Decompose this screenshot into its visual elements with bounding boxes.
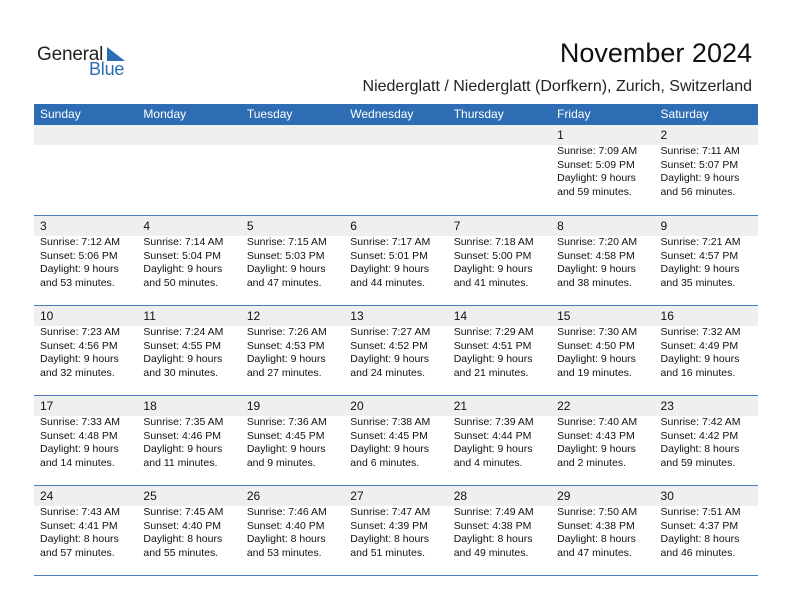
sunset-text: Sunset: 4:52 PM bbox=[350, 339, 428, 352]
calendar-grid bbox=[34, 104, 758, 576]
day-cell bbox=[655, 216, 758, 305]
empty-day-cell bbox=[344, 125, 447, 215]
day-number: 3 bbox=[34, 216, 137, 236]
daylight-minutes: and 56 minutes. bbox=[660, 185, 736, 198]
sunset-text: Sunset: 4:50 PM bbox=[557, 339, 635, 352]
day-number: 2 bbox=[655, 125, 758, 145]
daylight-minutes: and 57 minutes. bbox=[40, 546, 115, 559]
sunrise-text: Sunrise: 7:50 AM bbox=[557, 506, 638, 518]
day-number-blank bbox=[34, 125, 137, 145]
day-number: 4 bbox=[137, 216, 240, 236]
sunset-text: Sunset: 4:43 PM bbox=[557, 429, 635, 442]
calendar-week-row bbox=[34, 306, 758, 396]
daylight-minutes: and 41 minutes. bbox=[453, 276, 529, 289]
sunset-text: Sunset: 4:44 PM bbox=[453, 429, 532, 442]
day-cell bbox=[344, 216, 447, 305]
calendar-week-row bbox=[34, 125, 758, 216]
day-cell bbox=[137, 306, 240, 395]
sunset-text: Sunset: 4:57 PM bbox=[660, 249, 739, 262]
day-cell bbox=[655, 486, 758, 575]
daylight-minutes: and 51 minutes. bbox=[350, 546, 425, 559]
daylight-text: Daylight: 9 hours bbox=[246, 353, 326, 365]
sunset-text: Sunset: 4:40 PM bbox=[246, 519, 325, 532]
daylight-text: Daylight: 9 hours bbox=[557, 353, 636, 365]
sunset-text: Sunset: 4:55 PM bbox=[143, 339, 222, 352]
sunset-text: Sunset: 5:09 PM bbox=[557, 158, 635, 171]
sunrise-text: Sunrise: 7:46 AM bbox=[246, 506, 327, 518]
daylight-text: Daylight: 9 hours bbox=[660, 353, 740, 365]
sunset-text: Sunset: 4:41 PM bbox=[40, 519, 118, 532]
sunset-text: Sunset: 4:48 PM bbox=[40, 429, 118, 442]
daylight-text: Daylight: 8 hours bbox=[660, 533, 740, 545]
daylight-minutes: and 32 minutes. bbox=[40, 366, 115, 379]
day-number: 12 bbox=[241, 306, 344, 326]
sunset-text: Sunset: 4:37 PM bbox=[660, 519, 739, 532]
daylight-minutes: and 47 minutes. bbox=[557, 546, 632, 559]
sunrise-text: Sunrise: 7:30 AM bbox=[557, 326, 638, 338]
day-number: 22 bbox=[551, 396, 654, 416]
daylight-text: Daylight: 9 hours bbox=[246, 443, 326, 455]
day-cell bbox=[344, 306, 447, 395]
daylight-text: Daylight: 9 hours bbox=[40, 353, 119, 365]
sunrise-text: Sunrise: 7:26 AM bbox=[246, 326, 327, 338]
day-number: 19 bbox=[241, 396, 344, 416]
empty-day-cell bbox=[137, 125, 240, 215]
sunset-text: Sunset: 5:06 PM bbox=[40, 249, 118, 262]
logo-text-blue: Blue bbox=[89, 59, 125, 79]
sunrise-text: Sunrise: 7:17 AM bbox=[350, 236, 431, 248]
day-cell bbox=[551, 396, 654, 485]
day-cell bbox=[344, 486, 447, 575]
day-cell bbox=[655, 306, 758, 395]
daylight-text: Daylight: 9 hours bbox=[453, 353, 533, 365]
daylight-text: Daylight: 9 hours bbox=[557, 172, 636, 184]
sunset-text: Sunset: 4:58 PM bbox=[557, 249, 635, 262]
day-cell bbox=[34, 486, 137, 575]
daylight-text: Daylight: 8 hours bbox=[453, 533, 533, 545]
sunrise-text: Sunrise: 7:20 AM bbox=[557, 236, 638, 248]
sunset-text: Sunset: 4:39 PM bbox=[350, 519, 428, 532]
day-number: 16 bbox=[655, 306, 758, 326]
daylight-minutes: and 49 minutes. bbox=[453, 546, 529, 559]
calendar-week-row bbox=[34, 396, 758, 486]
sunrise-text: Sunrise: 7:12 AM bbox=[40, 236, 120, 248]
empty-day-cell bbox=[241, 125, 344, 215]
daylight-minutes: and 30 minutes. bbox=[143, 366, 219, 379]
sunrise-text: Sunrise: 7:43 AM bbox=[40, 506, 120, 518]
sunset-text: Sunset: 4:53 PM bbox=[246, 339, 325, 352]
sunrise-text: Sunrise: 7:47 AM bbox=[350, 506, 431, 518]
calendar-title: November 2024 bbox=[559, 38, 752, 68]
day-cell bbox=[137, 216, 240, 305]
day-cell bbox=[551, 216, 654, 305]
daylight-minutes: and 16 minutes. bbox=[660, 366, 736, 379]
daylight-minutes: and 59 minutes. bbox=[557, 185, 632, 198]
day-cell bbox=[34, 216, 137, 305]
daylight-minutes: and 19 minutes. bbox=[557, 366, 632, 379]
day-number: 20 bbox=[344, 396, 447, 416]
sunset-text: Sunset: 4:46 PM bbox=[143, 429, 222, 442]
day-number: 6 bbox=[344, 216, 447, 236]
daylight-text: Daylight: 9 hours bbox=[453, 443, 533, 455]
daylight-text: Daylight: 9 hours bbox=[350, 263, 430, 275]
day-cell bbox=[551, 125, 654, 215]
sunset-text: Sunset: 4:38 PM bbox=[557, 519, 635, 532]
daylight-minutes: and 47 minutes. bbox=[246, 276, 322, 289]
daylight-text: Daylight: 9 hours bbox=[660, 263, 740, 275]
weekday-wednesday: Wednesday bbox=[350, 107, 414, 121]
daylight-minutes: and 4 minutes. bbox=[453, 456, 523, 469]
daylight-minutes: and 24 minutes. bbox=[350, 366, 425, 379]
day-number: 13 bbox=[344, 306, 447, 326]
logo-text-general: General bbox=[37, 44, 104, 65]
day-number: 18 bbox=[137, 396, 240, 416]
weekday-sunday: Sunday bbox=[40, 107, 81, 121]
daylight-minutes: and 9 minutes. bbox=[246, 456, 316, 469]
sunset-text: Sunset: 4:56 PM bbox=[40, 339, 118, 352]
sunrise-text: Sunrise: 7:29 AM bbox=[453, 326, 534, 338]
day-cell bbox=[551, 486, 654, 575]
day-number: 9 bbox=[655, 216, 758, 236]
day-number-blank bbox=[448, 125, 551, 145]
day-cell bbox=[655, 396, 758, 485]
day-number: 8 bbox=[551, 216, 654, 236]
daylight-text: Daylight: 8 hours bbox=[143, 533, 223, 545]
day-cell bbox=[34, 306, 137, 395]
sunset-text: Sunset: 4:40 PM bbox=[143, 519, 222, 532]
day-number: 1 bbox=[551, 125, 654, 145]
day-number: 30 bbox=[655, 486, 758, 506]
daylight-text: Daylight: 9 hours bbox=[557, 443, 636, 455]
daylight-text: Daylight: 8 hours bbox=[350, 533, 430, 545]
sunrise-text: Sunrise: 7:33 AM bbox=[40, 416, 120, 428]
sunrise-text: Sunrise: 7:51 AM bbox=[660, 506, 741, 518]
sunrise-text: Sunrise: 7:49 AM bbox=[453, 506, 534, 518]
daylight-minutes: and 53 minutes. bbox=[246, 546, 322, 559]
day-number: 23 bbox=[655, 396, 758, 416]
sunrise-text: Sunrise: 7:15 AM bbox=[246, 236, 327, 248]
sunrise-text: Sunrise: 7:36 AM bbox=[246, 416, 327, 428]
sunset-text: Sunset: 4:45 PM bbox=[246, 429, 325, 442]
sunrise-text: Sunrise: 7:38 AM bbox=[350, 416, 431, 428]
day-cell bbox=[241, 396, 344, 485]
daylight-text: Daylight: 9 hours bbox=[660, 172, 740, 184]
daylight-text: Daylight: 9 hours bbox=[143, 263, 223, 275]
sunset-text: Sunset: 4:45 PM bbox=[350, 429, 428, 442]
daylight-minutes: and 44 minutes. bbox=[350, 276, 425, 289]
empty-day-cell bbox=[34, 125, 137, 215]
empty-day-cell bbox=[448, 125, 551, 215]
daylight-minutes: and 53 minutes. bbox=[40, 276, 115, 289]
day-cell bbox=[241, 306, 344, 395]
day-number: 17 bbox=[34, 396, 137, 416]
daylight-minutes: and 6 minutes. bbox=[350, 456, 420, 469]
day-number: 27 bbox=[344, 486, 447, 506]
sunrise-text: Sunrise: 7:35 AM bbox=[143, 416, 224, 428]
daylight-text: Daylight: 9 hours bbox=[350, 443, 430, 455]
daylight-text: Daylight: 9 hours bbox=[143, 443, 223, 455]
daylight-minutes: and 27 minutes. bbox=[246, 366, 322, 379]
day-cell bbox=[448, 396, 551, 485]
sunrise-text: Sunrise: 7:39 AM bbox=[453, 416, 534, 428]
day-number: 28 bbox=[448, 486, 551, 506]
daylight-text: Daylight: 9 hours bbox=[453, 263, 533, 275]
daylight-text: Daylight: 8 hours bbox=[660, 443, 740, 455]
day-number: 21 bbox=[448, 396, 551, 416]
sunset-text: Sunset: 5:04 PM bbox=[143, 249, 222, 262]
sunrise-text: Sunrise: 7:42 AM bbox=[660, 416, 741, 428]
calendar-week-row bbox=[34, 216, 758, 306]
day-number: 14 bbox=[448, 306, 551, 326]
sunset-text: Sunset: 5:00 PM bbox=[453, 249, 532, 262]
daylight-minutes: and 59 minutes. bbox=[660, 456, 736, 469]
day-cell bbox=[655, 125, 758, 215]
daylight-text: Daylight: 9 hours bbox=[246, 263, 326, 275]
sunset-text: Sunset: 5:01 PM bbox=[350, 249, 428, 262]
daylight-minutes: and 38 minutes. bbox=[557, 276, 632, 289]
day-cell bbox=[344, 396, 447, 485]
day-cell bbox=[448, 486, 551, 575]
sunset-text: Sunset: 4:42 PM bbox=[660, 429, 739, 442]
day-cell bbox=[34, 396, 137, 485]
sunset-text: Sunset: 5:07 PM bbox=[660, 158, 739, 171]
day-number-blank bbox=[241, 125, 344, 145]
daylight-minutes: and 11 minutes. bbox=[143, 456, 218, 469]
day-number: 15 bbox=[551, 306, 654, 326]
sunset-text: Sunset: 4:49 PM bbox=[660, 339, 739, 352]
sunset-text: Sunset: 4:38 PM bbox=[453, 519, 532, 532]
sunrise-text: Sunrise: 7:45 AM bbox=[143, 506, 224, 518]
daylight-minutes: and 2 minutes. bbox=[557, 456, 626, 469]
daylight-text: Daylight: 9 hours bbox=[557, 263, 636, 275]
day-cell bbox=[241, 486, 344, 575]
daylight-text: Daylight: 8 hours bbox=[40, 533, 119, 545]
daylight-minutes: and 46 minutes. bbox=[660, 546, 736, 559]
sunrise-text: Sunrise: 7:18 AM bbox=[453, 236, 534, 248]
day-cell bbox=[137, 396, 240, 485]
day-cell bbox=[137, 486, 240, 575]
weekday-friday: Friday bbox=[557, 107, 591, 121]
calendar-weeks bbox=[34, 125, 758, 576]
daylight-minutes: and 35 minutes. bbox=[660, 276, 736, 289]
day-cell bbox=[448, 216, 551, 305]
sunrise-text: Sunrise: 7:27 AM bbox=[350, 326, 431, 338]
day-number: 29 bbox=[551, 486, 654, 506]
calendar-week-row bbox=[34, 486, 758, 576]
daylight-text: Daylight: 8 hours bbox=[246, 533, 326, 545]
day-number-blank bbox=[137, 125, 240, 145]
sunrise-text: Sunrise: 7:09 AM bbox=[557, 145, 638, 157]
weekday-monday: Monday bbox=[143, 107, 187, 121]
daylight-minutes: and 21 minutes. bbox=[453, 366, 529, 379]
day-cell bbox=[241, 216, 344, 305]
calendar-location: Niederglatt / Niederglatt (Dorfkern), Zurich, Switzerland bbox=[362, 78, 752, 95]
day-number: 24 bbox=[34, 486, 137, 506]
day-cell bbox=[551, 306, 654, 395]
daylight-text: Daylight: 9 hours bbox=[143, 353, 223, 365]
daylight-text: Daylight: 9 hours bbox=[350, 353, 430, 365]
weekday-tuesday: Tuesday bbox=[246, 107, 293, 121]
sunrise-text: Sunrise: 7:21 AM bbox=[660, 236, 741, 248]
weekday-header bbox=[34, 104, 758, 125]
day-number-blank bbox=[344, 125, 447, 145]
sunset-text: Sunset: 5:03 PM bbox=[246, 249, 325, 262]
daylight-minutes: and 50 minutes. bbox=[143, 276, 219, 289]
sunrise-text: Sunrise: 7:23 AM bbox=[40, 326, 120, 338]
weekday-saturday: Saturday bbox=[660, 107, 709, 121]
daylight-minutes: and 14 minutes. bbox=[40, 456, 115, 469]
sunrise-text: Sunrise: 7:40 AM bbox=[557, 416, 638, 428]
weekday-thursday: Thursday bbox=[453, 107, 504, 121]
sunrise-text: Sunrise: 7:14 AM bbox=[143, 236, 224, 248]
daylight-text: Daylight: 9 hours bbox=[40, 443, 119, 455]
daylight-minutes: and 55 minutes. bbox=[143, 546, 219, 559]
sunrise-text: Sunrise: 7:32 AM bbox=[660, 326, 741, 338]
sunrise-text: Sunrise: 7:11 AM bbox=[660, 145, 740, 157]
day-number: 5 bbox=[241, 216, 344, 236]
sunset-text: Sunset: 4:51 PM bbox=[453, 339, 532, 352]
daylight-text: Daylight: 9 hours bbox=[40, 263, 119, 275]
day-number: 7 bbox=[448, 216, 551, 236]
sunrise-text: Sunrise: 7:24 AM bbox=[143, 326, 224, 338]
day-number: 11 bbox=[137, 306, 240, 326]
day-number: 26 bbox=[241, 486, 344, 506]
generalblue-logo bbox=[37, 44, 133, 80]
day-number: 25 bbox=[137, 486, 240, 506]
day-number: 10 bbox=[34, 306, 137, 326]
daylight-text: Daylight: 8 hours bbox=[557, 533, 636, 545]
day-cell bbox=[448, 306, 551, 395]
